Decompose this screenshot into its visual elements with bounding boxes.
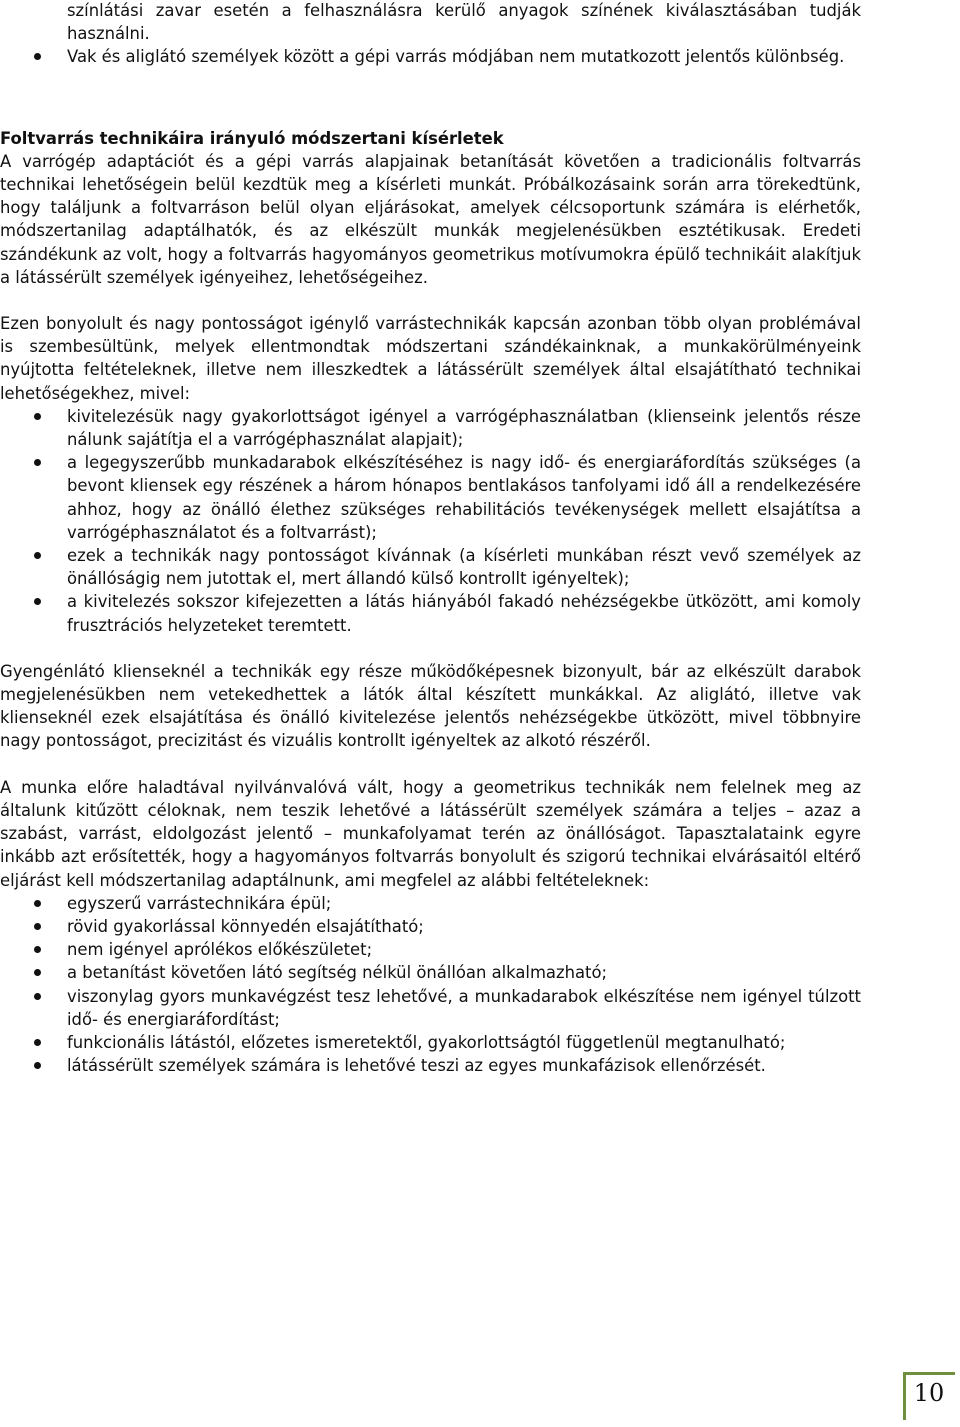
page-number: 10 [913,1379,945,1407]
bullet-icon [34,969,41,976]
list-item-text: funkcionális látástól, előzetes ismeretektől, gyakorlottságtól függetlenül megtanulható; [67,1032,786,1052]
list-item [0,0,861,45]
paragraph-conditions-intro: A munka előre haladtával nyilvánvalóvá vált, hogy a geometrikus technikák nem felelnek meg az általunk kitűzött céloknak, nem teszik lehetővé a látássérült személyek számára a teljes – azaz a szabást, varrást, eldolgozást jelentő – munkafolyamat terén az önállóságot. Tapasztalataink egyre inkább azt erősítették, hogy a hagyományos foltvarrás bonyolult és szigorú technikai elvárásaitól eltérő eljárást kell módszertanilag adaptálnunk, ami megfelel az alábbi feltételeknek: [0,777,861,890]
list-item-text: színlátási zavar esetén a felhasználásra kerülő anyagok színének kiválasztásában tudják használni. [67,1,861,44]
list-item [0,405,861,451]
bullet-icon [34,923,41,930]
spacer [0,289,861,312]
list-item-text: rövid gyakorlással könnyedén elsajátítható; [67,916,424,936]
spacer [0,69,861,127]
bullet-icon [34,946,41,953]
list-item [0,451,861,544]
paragraph-problems-intro: Ezen bonyolult és nagy pontosságot igénylő varrástechnikák kapcsán azonban több olyan problémával is szembesültünk, melyek ellentmondtak módszertani szándékainknak, a munkakörülményeink nyújtotta feltételeknek, illetve nem illeszkedtek a látássérült személyek által elsajátítható technikai lehetőségekhez, mivel: [0,314,861,403]
list-item-text: látássérült személyek számára is lehetővé teszi az egyes munkafázisok ellenőrzését. [67,1056,766,1076]
problems-list [0,405,861,637]
list-item-text: viszonylag gyors munkavégzést tesz lehetővé, a munkadarabok elkészítése nem igényel túlzott idő- és energiaráfordítást; [67,986,861,1029]
list-item [0,938,861,961]
list-item-text: a betanítást követően látó segítség nélkül önállóan alkalmazható; [67,963,607,983]
section-heading: Foltvarrás technikáira irányuló módszertani kísérletek [0,128,504,148]
bullet-icon [34,598,41,605]
list-item [0,915,861,938]
list-item [0,1031,861,1054]
list-item-text: a kivitelezés sokszor kifejezetten a látás hiányából fakadó nehézségekbe ütközött, ami komoly frusztrációs helyzeteket teremtett. [67,592,861,635]
list-item [0,985,861,1031]
list-item [0,1054,861,1077]
list-item-text: ezek a technikák nagy pontosságot kívánnak (a kísérleti munkában részt vevő személyek az önállóságig nem jutottak el, mert állandó külső kontrollt igényeltek); [67,546,861,589]
list-item [0,590,861,636]
conditions-list [0,892,861,1078]
bullet-icon [34,1039,41,1046]
bullet-icon [34,552,41,559]
list-item-text: nem igényel aprólékos előkészületet; [67,940,373,960]
list-item-text: egyszerű varrástechnikára épül; [67,893,332,913]
bullet-icon [34,900,41,907]
list-item [0,45,861,68]
list-item [0,892,861,915]
bullet-icon [34,413,41,420]
bullet-icon [34,53,41,60]
bullet-icon [34,993,41,1000]
list-item-text: a legegyszerűbb munkadarabok elkészítéséhez is nagy idő- és energiaráfordítás szükséges (a bevont kliensek egy részének a három hónapos bentlakásos tanfolyami idő áll a rendelkezésére ahhoz, hogy az önálló élethez szükséges rehabilitációs tevékenységek mellett elsajátítsa a varrógéphasználatot és a foltvarrást); [67,453,861,542]
list-item-text: kivitelezésük nagy gyakorlottságot igényel a varrógéphasználatban (klienseink jelentős része nálunk sajátítja el a varrógéphasználat alapjait); [67,406,861,450]
paragraph-partially-sighted: Gyengénlátó klienseknél a technikák egy része működőképesnek bizonyult, bár az elkészült darabok megjelenésükben nem vetekedhettek a látók által készített munkákkal. Az aliglátó, illetve vak klienseknél ezek elsajátítása és önálló kivitelezése jelentős nehézségekbe ütközött, mivel többnyire nagy pontosságot, precizitást és vizuális kontrollt igényeltek az alkotó részéről. [0,661,861,751]
spacer [0,637,861,660]
list-item [0,961,861,984]
spacer [0,753,861,776]
top-continuation-list [0,0,861,69]
bullet-icon [34,1062,41,1069]
list-item-text: Vak és aliglátó személyek között a gépi varrás módjában nem mutatkozott jelentős különbség. [67,47,845,67]
list-item [0,544,861,590]
bullet-icon [34,459,41,466]
paragraph-intro: A varrógép adaptációt és a gépi varrás alapjainak betanítását követően a tradicionális foltvarrás technikai lehetőségein belül kezdtük meg a kísérleti munkát. Próbálkozásaink során arra törekedtünk, hogy találjunk a foltvarráson belül olyan eljárásokat, amelyek célcsoportunk számára is elérhetők, módszertanilag adaptálhatók, és az elkészült munkák megjelenésükben esztétikusak. Eredeti szándékunk az volt, hogy a foltvarrás hagyományos geometrikus motívumokra épülő technikáit alakítjuk a látássérült személyek igényeihez, lehetőségeihez. [0,151,861,287]
